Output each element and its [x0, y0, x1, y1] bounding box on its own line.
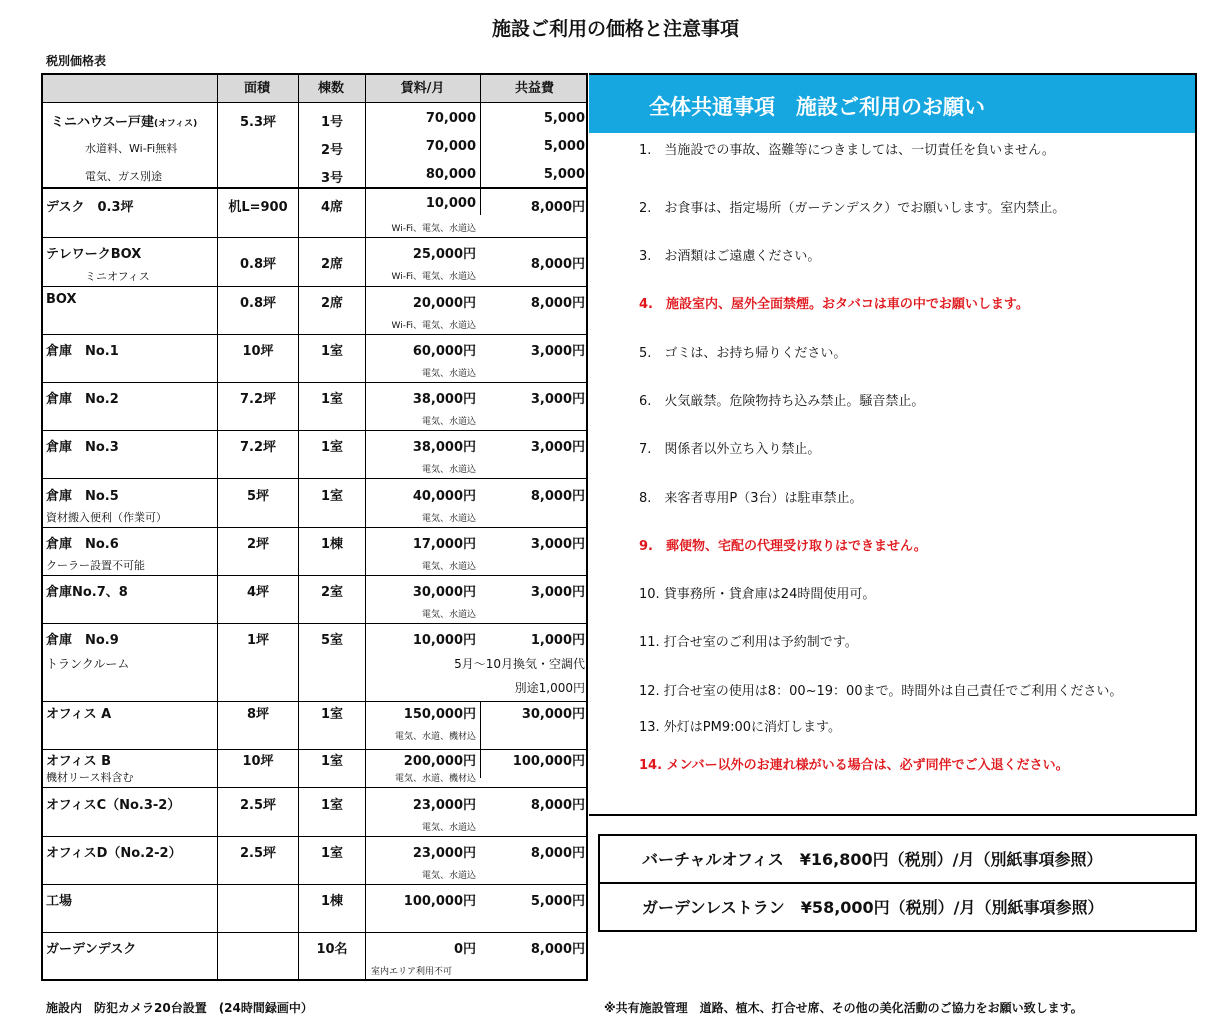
row-name: 倉庫 No.1	[46, 344, 119, 359]
notice-item: 7. 関係者以外立ち入り禁止。	[639, 442, 821, 457]
mini-unit-1-no: 1号	[320, 115, 344, 130]
notice-item: 10. 貸事務所・貸倉庫は24時間使用可。	[639, 587, 876, 602]
row-rent: 10,000円	[412, 633, 476, 648]
row-fee: 3,000円	[530, 440, 585, 455]
row-fee: 3,000円	[530, 392, 585, 407]
row-name: 倉庫 No.5	[46, 489, 119, 504]
row-rent-note: Wi-Fi、電気、水道込	[391, 321, 476, 331]
row-rent-note: 電気、水道込	[421, 417, 476, 427]
row-count: 1室	[320, 846, 344, 861]
row-rent: 17,000円	[412, 537, 476, 552]
row-rent: 10,000	[425, 196, 476, 211]
row-rent: 200,000円	[403, 754, 476, 769]
row-count: 2席	[320, 296, 344, 311]
row-name: 倉庫No.7、8	[46, 585, 128, 600]
mini-unit-3-rent: 80,000	[425, 167, 476, 182]
row-rent-note: 電気、水道込	[421, 562, 476, 572]
row-name: 倉庫 No.9	[46, 633, 119, 648]
row-count: 1室	[320, 392, 344, 407]
mini-unit-2-no: 2号	[320, 143, 344, 158]
row-area: 2.5坪	[239, 798, 277, 813]
row-area: 10坪	[242, 754, 274, 769]
row-rent: 23,000円	[412, 846, 476, 861]
row-rent: 23,000円	[412, 798, 476, 813]
row-count: 1室	[320, 707, 344, 722]
row-count: 1室	[320, 489, 344, 504]
row-count: 2席	[320, 257, 344, 272]
row-rent: 150,000円	[403, 707, 476, 722]
row-area: 7.2坪	[239, 440, 277, 455]
notice-item: 9. 郵便物、宅配の代理受け取りはできません。	[639, 539, 927, 554]
no9-note1: 5月～10月換気・空調代	[454, 657, 585, 671]
row-rent-note: 電気、水道込	[421, 465, 476, 475]
row-rent-note: 室内エリア利用不可	[371, 967, 453, 977]
row-rent: 0円	[453, 942, 476, 957]
header-fee: 共益費	[514, 81, 554, 96]
row-area: 10坪	[242, 344, 274, 359]
row-sub: 機材リース料含む	[46, 771, 134, 784]
row-rent-note: Wi-Fi、電気、水道込	[391, 224, 476, 234]
notice-item: 5. ゴミは、お持ち帰りください。	[639, 346, 847, 361]
row-sub: ミニオフィス	[85, 270, 150, 283]
row-area: 5坪	[246, 489, 270, 504]
garden-restaurant-box	[598, 882, 1197, 932]
mini-unit-3-fee: 5,000	[543, 167, 585, 182]
row-area: 2.5坪	[239, 846, 277, 861]
virtual-office-box	[598, 834, 1197, 884]
no9-note2: 別途1,000円	[514, 681, 585, 695]
row-rent: 30,000円	[412, 585, 476, 600]
row-rent: 38,000円	[412, 440, 476, 455]
virtual-office-text: バーチャルオフィス ¥16,800円（税別）/月（別紙事項参照）	[642, 850, 1103, 869]
row-name: オフィスD（No.2-2）	[46, 846, 182, 861]
row-fee: 8,000円	[530, 846, 585, 861]
row-area: 8坪	[246, 707, 270, 722]
notice-item: 4. 施設室内、屋外全面禁煙。おタバコは車の中でお願いします。	[639, 297, 1029, 312]
mini-house-area: 5.3坪	[239, 115, 277, 130]
row-count: 1棟	[320, 894, 344, 909]
row-name: ガーデンデスク	[46, 942, 137, 957]
mini-unit-2-fee: 5,000	[543, 139, 585, 154]
row-area: 1坪	[246, 633, 270, 648]
notice-banner	[589, 75, 1195, 133]
notice-item: 14. メンバー以外のお連れ様がいる場合は、必ず同伴でご入退ください。	[639, 758, 1069, 773]
row-name: BOX	[46, 292, 77, 307]
mini-house-name: ミニハウスー戸建(オフィス)	[51, 115, 198, 130]
row-area: 机L=900	[228, 200, 288, 215]
mini-house-note1: 水道料、Wi-Fi無料	[85, 142, 178, 155]
row-rent-note: 電気、水道込	[421, 610, 476, 620]
row-rent: 25,000円	[412, 247, 476, 262]
row-fee: 8,000円	[530, 200, 585, 215]
row-name: デスク 0.3坪	[46, 200, 134, 215]
price-table	[41, 73, 588, 981]
row-fee: 8,000円	[530, 942, 585, 957]
header-area: 面積	[243, 81, 270, 96]
page-title: 施設ご利用の価格と注意事項	[491, 18, 739, 40]
row-fee: 100,000円	[512, 754, 585, 769]
mini-house-note2: 電気、ガス別途	[85, 170, 162, 183]
row-rent: 20,000円	[412, 296, 476, 311]
row-count: 1室	[320, 798, 344, 813]
row-name: 倉庫 No.6	[46, 537, 119, 552]
row-area: 2坪	[246, 537, 270, 552]
row-fee: 5,000円	[530, 894, 585, 909]
row-fee: 3,000円	[530, 585, 585, 600]
row-fee: 8,000円	[530, 798, 585, 813]
row-name: 倉庫 No.3	[46, 440, 119, 455]
footer-camera-note: 施設内 防犯カメラ20台設置 (24時間録画中）	[46, 1001, 313, 1015]
row-count: 1室	[320, 440, 344, 455]
notice-item: 6. 火気厳禁。危険物持ち込み禁止。騒音禁止。	[639, 394, 925, 409]
row-rent: 40,000円	[412, 489, 476, 504]
header-rent: 賃料/月	[400, 81, 445, 96]
notice-panel	[589, 73, 1197, 816]
header-count: 棟数	[317, 81, 344, 96]
garden-restaurant-text: ガーデンレストラン ¥58,000円（税別）/月（別紙事項参照）	[642, 898, 1104, 917]
notice-item: 13. 外灯はPM9:00に消灯します。	[639, 720, 842, 735]
mini-unit-3-no: 3号	[320, 171, 344, 186]
row-area: 0.8坪	[239, 296, 277, 311]
row-count: 5室	[320, 633, 344, 648]
row-rent: 100,000円	[403, 894, 476, 909]
row-count: 2室	[320, 585, 344, 600]
row-rent-note: 電気、水道込	[421, 823, 476, 833]
row-sub: クーラー設置不可能	[46, 559, 145, 572]
notice-item: 2. お食事は、指定場所（ガーテンデスク）でお願いします。室内禁止。	[639, 201, 1066, 216]
price-table-caption: 税別価格表	[46, 54, 107, 68]
row-count: 10名	[316, 942, 348, 957]
row-name: 倉庫 No.2	[46, 392, 119, 407]
row-rent-note: 電気、水道、機材込	[394, 774, 476, 784]
table-header	[43, 75, 586, 103]
row-area: 7.2坪	[239, 392, 277, 407]
row-count: 1室	[320, 754, 344, 769]
row-area: 0.8坪	[239, 257, 277, 272]
notice-item: 8. 来客者専用P（3台）は駐車禁止。	[639, 491, 863, 506]
row-fee: 3,000円	[530, 344, 585, 359]
row-fee: 8,000円	[530, 489, 585, 504]
mini-unit-1-rent: 70,000	[425, 111, 476, 126]
mini-unit-1-fee: 5,000	[543, 111, 585, 126]
row-count: 1棟	[320, 537, 344, 552]
row-fee: 8,000円	[530, 296, 585, 311]
row-count: 1室	[320, 344, 344, 359]
notice-item: 11. 打合せ室のご利用は予約制です。	[639, 635, 858, 650]
row-sub: 資材搬入便利（作業可）	[46, 511, 167, 524]
mini-unit-2-rent: 70,000	[425, 139, 476, 154]
row-name: 工場	[46, 894, 73, 909]
footer-maintenance-note: ※共有施設管理 道路、植木、打合せ席、その他の美化活動のご協力をお願い致します。	[604, 1001, 1083, 1015]
row-count: 4席	[320, 200, 344, 215]
row-fee: 8,000円	[530, 257, 585, 272]
row-name: オフィス A	[46, 707, 112, 722]
notice-item: 1. 当施設での事故、盗難等につきましては、一切責任を負いません。	[639, 143, 1055, 158]
row-rent: 38,000円	[412, 392, 476, 407]
row-fee: 3,000円	[530, 537, 585, 552]
row-area: 4坪	[246, 585, 270, 600]
row-fee: 1,000円	[530, 633, 585, 648]
row-rent-note: 電気、水道、機材込	[394, 732, 476, 742]
row-sub: トランクルーム	[46, 657, 130, 671]
row-rent-note: 電気、水道込	[421, 871, 476, 881]
row-name: オフィスC（No.3-2）	[46, 798, 181, 813]
notice-heading: 全体共通事項 施設ご利用のお願い	[649, 95, 985, 119]
notice-item: 3. お酒類はご遠慮ください。	[639, 249, 821, 264]
row-rent-note: 電気、水道込	[421, 514, 476, 524]
row-rent-note: Wi-Fi、電気、水道込	[391, 272, 476, 282]
row-rent: 60,000円	[412, 344, 476, 359]
row-fee: 30,000円	[521, 707, 585, 722]
row-name: テレワークBOX	[46, 247, 142, 262]
notice-item: 12. 打合せ室の使用は8：00~19：00まで。時間外は自己責任でご利用ください。	[639, 684, 1123, 699]
row-rent-note: 電気、水道込	[421, 369, 476, 379]
row-name: オフィス B	[46, 754, 112, 769]
